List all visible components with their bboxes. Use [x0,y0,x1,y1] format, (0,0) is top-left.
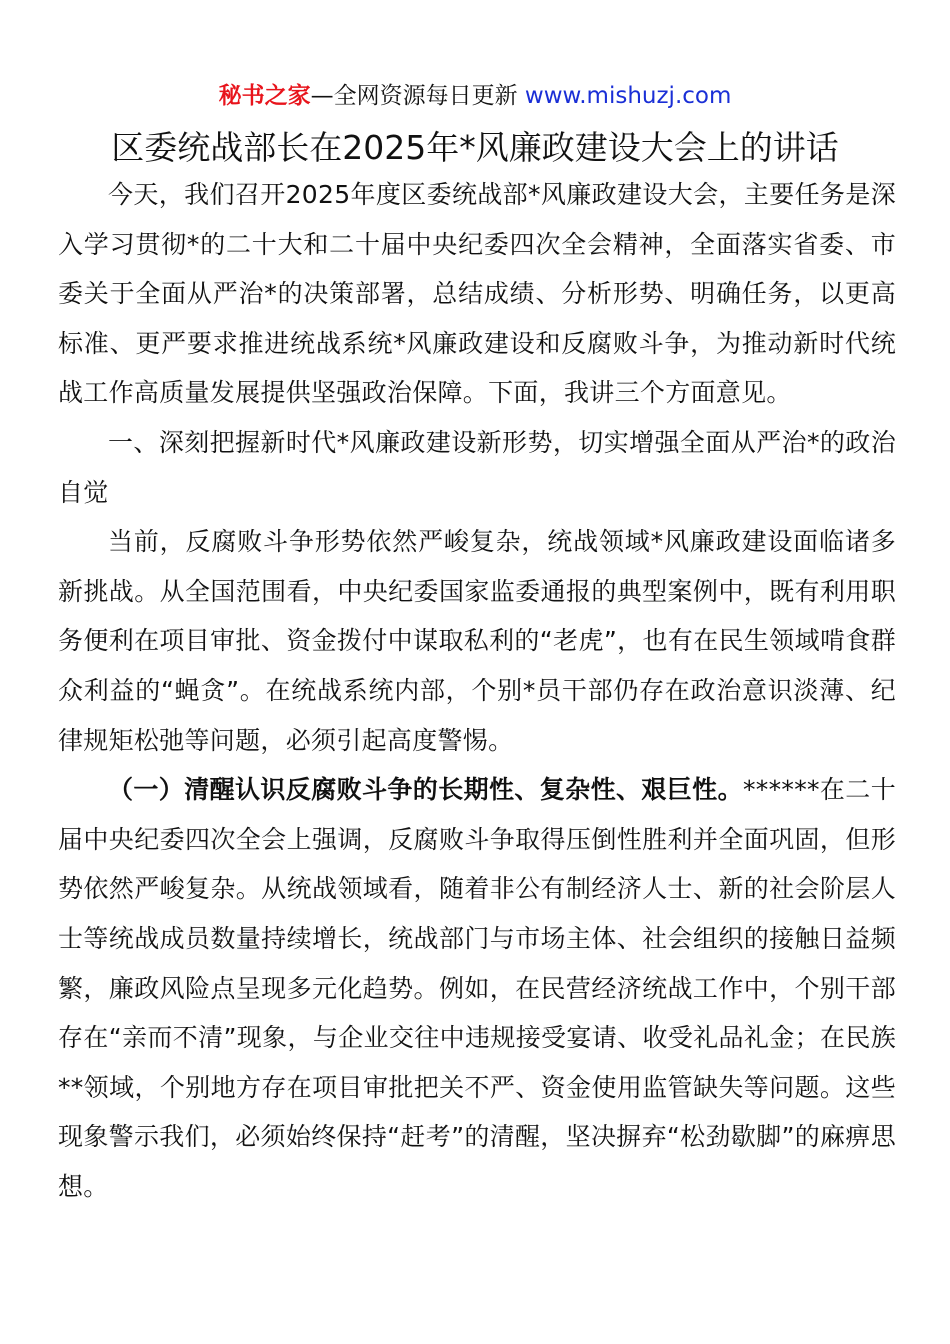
document-title: 区委统战部长在2025年*风廉政建设大会上的讲话 [111,128,839,167]
paragraph-subsection-1 [58,765,896,1211]
site-url-link[interactable]: www.mishuzj.com [524,83,732,109]
document-body [58,170,896,1211]
paragraph-section-heading: 一、深刻把握新时代*风廉政建设新形势，切实增强全面从严治*的政治自觉 [58,427,896,507]
paragraph-situation: 当前，反腐败斗争形势依然严峻复杂，统战领域*风廉政建设面临诸多新挑战。从全国范围看，中央纪委国家监委通报的典型案例中，既有利用职务便利在项目审批、资金拨付中谋取私利的“老虎”，也有在民生领域啃食群众利益的“蝇贪”。在统战系统内部，个别*员干部仍存在政治意识淡薄、纪律规矩松弛等问题，必须引起高度警惕。 [58,527,896,755]
site-tagline: —全网资源每日更新 [310,83,525,109]
subsection-1-body: ******在二十届中央纪委四次全会上强调，反腐败斗争取得压倒性胜利并全面巩固，但形势依然严峻复杂。从统战领域看，随着非公有制经济人士、新的社会阶层人士等统战成员数量持续增长，统战部门与市场主体、社会组织的接触日益频繁，廉政风险点呈现多元化趋势。例如，在民营经济统战工作中，个别干部存在“亲而不清”现象，与企业交往中违规接受宴请、收受礼品礼金；在民族**领域，个别地方存在项目审批把关不严、资金使用监管缺失等问题。这些现象警示我们，必须始终保持“赶考”的清醒，坚决摒弃“松劲歇脚”的麻痹思想。 [58,775,896,1201]
paragraph-intro: 今天，我们召开2025年度区委统战部*风廉政建设大会，主要任务是深入学习贯彻*的二十大和二十届中央纪委四次全会精神，全面落实省委、市委关于全面从严治*的决策部署，总结成绩、分析形势、明确任务，以更高标准、更严要求推进统战系统*风廉政建设和反腐败斗争，为推动新时代统战工作高质量发展提供坚强政治保障。下面，我讲三个方面意见。 [58,180,896,408]
subsection-1-heading: （一）清醒认识反腐败斗争的长期性、复杂性、艰巨性。 [108,775,743,805]
site-brand: 秘书之家 [218,83,311,109]
site-header [0,80,950,112]
